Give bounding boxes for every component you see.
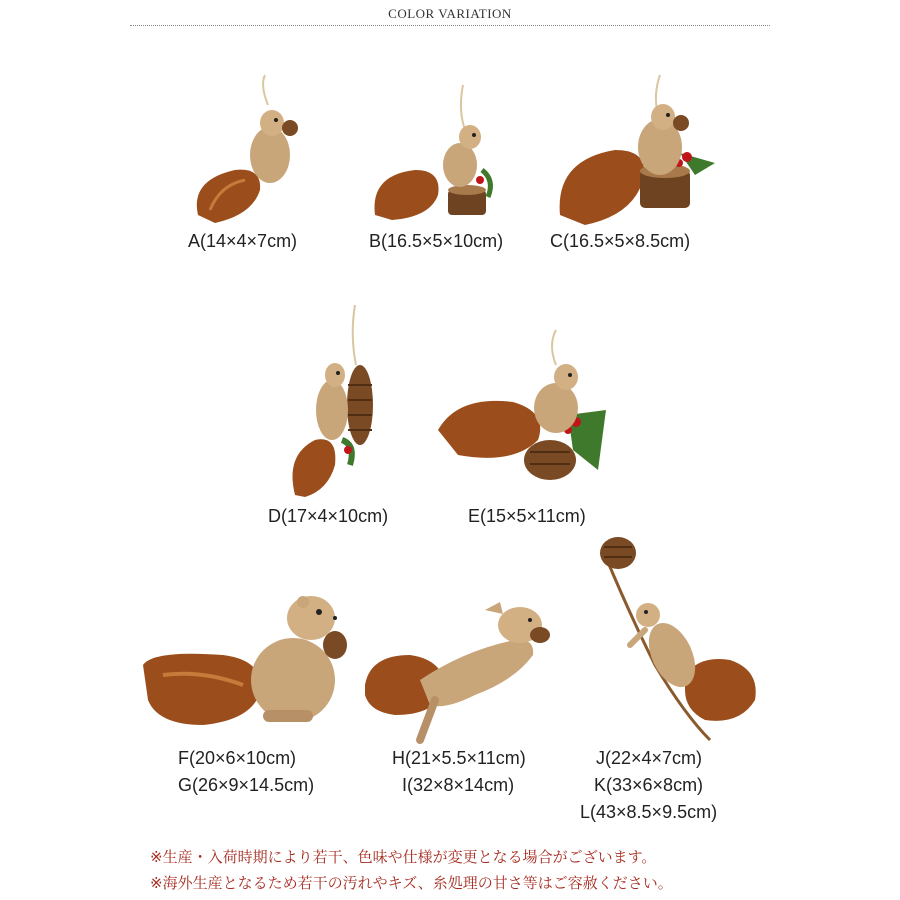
squirrel-ornament-a-image xyxy=(190,75,310,235)
size-label-i: I(32×8×14cm) xyxy=(402,775,515,795)
note-overseas-production: ※海外生産となるため若干の汚れやキズ、糸処理の甘さ等はご容赦ください。 xyxy=(150,875,673,892)
size-label-h: H(21×5.5×11cm) xyxy=(392,748,526,768)
size-label-l: L(43×8.5×9.5cm) xyxy=(580,802,718,822)
header-title: COLOR VARIATION xyxy=(388,6,512,21)
size-label-f: F(20×6×10cm) xyxy=(178,748,297,768)
size-label-d: D(17×4×10cm) xyxy=(268,506,389,526)
size-label-a: A(14×4×7cm) xyxy=(188,231,298,251)
size-label-c: C(16.5×5×8.5cm) xyxy=(550,231,691,251)
size-label-hi xyxy=(392,745,526,799)
squirrel-figure-jkl-image xyxy=(590,535,760,745)
squirrel-figure-hi-image xyxy=(365,600,565,745)
size-label-j: J(22×4×7cm) xyxy=(596,748,703,768)
size-label-g: G(26×9×14.5cm) xyxy=(178,775,315,795)
squirrel-ornament-d-image xyxy=(290,305,385,500)
squirrel-ornament-b-image xyxy=(370,85,500,225)
header-divider xyxy=(130,25,770,26)
size-label-jkl xyxy=(580,745,717,826)
size-label-k: K(33×6×8cm) xyxy=(594,775,704,795)
size-label-b: B(16.5×5×10cm) xyxy=(369,231,504,251)
note-production-variation: ※生産・入荷時期により若干、色味や仕様が変更となる場合がございます。 xyxy=(150,849,657,866)
squirrel-ornament-e-image xyxy=(438,330,608,490)
size-label-e: E(15×5×11cm) xyxy=(468,506,586,526)
squirrel-figure-fg-image xyxy=(143,590,358,730)
size-label-fg xyxy=(178,745,314,799)
squirrel-ornament-c-image xyxy=(555,75,715,230)
